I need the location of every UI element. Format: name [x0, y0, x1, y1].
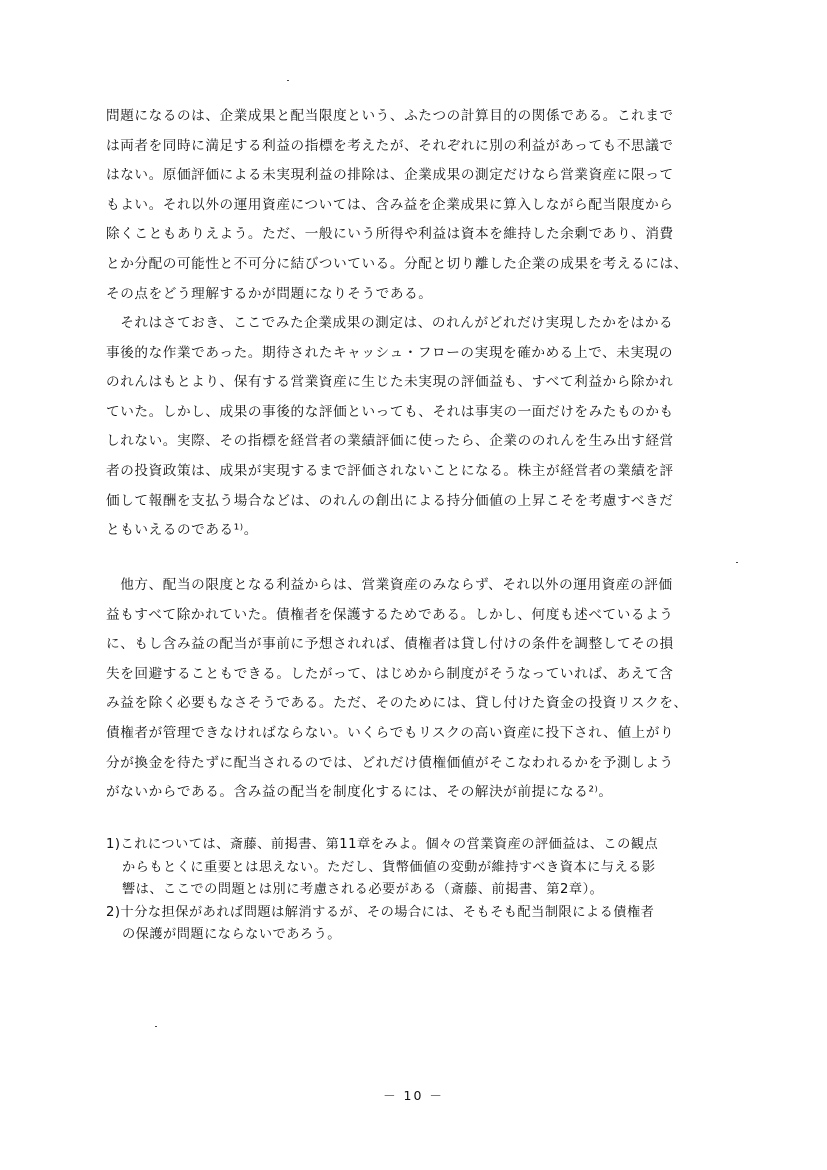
text-line: もよい。それ以外の運用資産については、含み益を企業成果に算入しながら配当限度から: [106, 196, 674, 213]
footnotes: [106, 834, 746, 947]
footnote-line: 響は、ここでの問題とは別に考慮される必要がある（斎藤、前掲書、第2章）。: [122, 882, 604, 897]
scan-speck: [287, 80, 289, 81]
scan-speck: [155, 1026, 157, 1027]
text-line: 除くこともありえよう。ただ、一般にいう所得や利益は資本を維持した余剰であり、消費: [106, 226, 674, 243]
text-line: しれない。実際、その指標を経営者の業績評価に使ったら、企業ののれんを生み出す経営: [106, 433, 674, 450]
text-line: 分が換金を待たずに配当されるのでは、どれだけ債権価値がそこなわれるかを予測しよう: [106, 754, 674, 771]
footnote-line: 1)これについては、斎藤、前掲書、第11章をみよ。個々の営業資産の評価益は、この観点: [106, 837, 659, 852]
text-line: 事後的な作業であった。期待されたキャッシュ・フローの実現を確かめる上で、未実現の: [106, 344, 674, 361]
text-line: ていた。しかし、成果の事後的な評価といっても、それは事実の一面だけをみたものかも: [106, 403, 674, 420]
text-line: 失を回避することもできる。したがって、はじめから制度がそうなっていれば、あえて含: [106, 665, 674, 682]
footnote-line: からもとくに重要とは思えない。ただし、貨幣価値の変動が維持すべき資本に与える影: [122, 859, 656, 875]
text-line: とか分配の可能性と不可分に結びついている。分配と切り離した企業の成果を考えるには、: [106, 255, 688, 272]
text-line: がないからである。含み益の配当を制度化するには、その解決が前提になる²⁾。: [106, 784, 613, 801]
text-line: 者の投資政策は、成果が実現するまで評価されないことになる。株主が経営者の業績を評: [106, 462, 674, 479]
text-line: はない。原価評価による未実現利益の排除は、企業成果の測定だけなら営業資産に限って: [106, 167, 674, 184]
text-line: 問題になるのは、企業成果と配当限度という、ふたつの計算目的の関係である。これまで: [106, 108, 674, 124]
footnote-1: [106, 834, 746, 902]
scan-speck: [736, 562, 738, 563]
text-line: み益を除く必要もなさそうである。ただ、そのためには、貸し付けた資金の投資リスクを、: [106, 695, 688, 712]
text-line: その点をどう理解するかが問題になりそうである。: [106, 285, 433, 302]
page-number: － 10 －: [383, 1088, 444, 1103]
text-line: 価して報酬を支払う場合などは、のれんの創出による持分価値の上昇こそを考慮すべきだ: [106, 492, 674, 509]
text-line: それはさておき、ここでみた企業成果の測定は、のれんがどれだけ実現したかをはかる: [106, 315, 674, 331]
text-line: 債権者が管理できなければならない。いくらでもリスクの高い資産に投下され、値上がり: [106, 724, 675, 741]
text-line: ともいえるのである¹⁾。: [106, 522, 258, 539]
paragraph-3: [106, 571, 746, 808]
paragraph-1: [106, 102, 746, 309]
paragraph-2: [106, 309, 746, 546]
footnote-2: [106, 902, 746, 947]
footnote-line: の保護が問題にならないであろう。: [122, 927, 341, 942]
text-line: に、もし含み益の配当が事前に予想されれば、債権者は貸し付けの条件を調整してその損: [106, 636, 674, 653]
text-line: 益もすべて除かれていた。債権者を保護するためである。しかし、何度も述べているよう: [106, 606, 674, 623]
footnote-line: 2)十分な担保があれば問題は解消するが、その場合には、そもそも配当制限による債権者: [106, 904, 655, 920]
text-line: は両者を同時に満足する利益の指標を考えたが、それぞれに別の利益があっても不思議で: [106, 137, 674, 154]
text-line: 他方、配当の限度となる利益からは、営業資産のみならず、それ以外の運用資産の評価: [106, 577, 673, 593]
text-line: のれんはもとより、保有する営業資産に生じた未実現の評価益も、すべて利益から除かれ: [106, 374, 674, 391]
